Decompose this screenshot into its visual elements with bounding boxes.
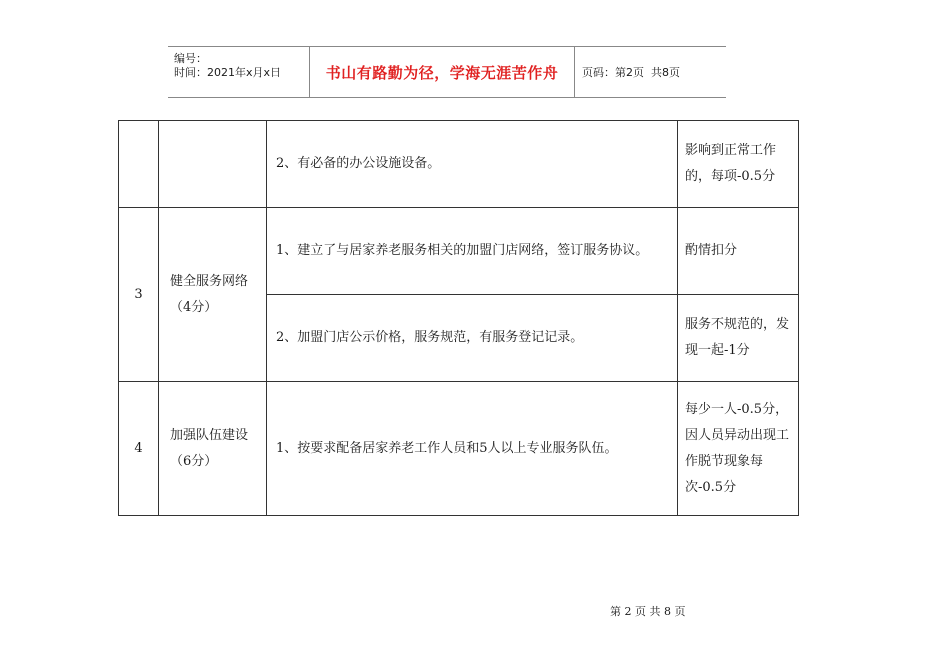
item-cell [159, 121, 267, 208]
header-meta [168, 47, 310, 97]
item-cell: 健全服务网络（4分） [159, 208, 267, 382]
row-number-cell: 3 [119, 208, 159, 382]
score-cell: 酌情扣分 [678, 208, 799, 295]
requirement-cell: 1、按要求配备居家养老工作人员和5人以上专业服务队伍。 [267, 382, 678, 516]
row-number-cell [119, 121, 159, 208]
row-number-cell: 4 [119, 382, 159, 516]
requirement-cell: 2、有必备的办公设施设备。 [267, 121, 678, 208]
assessment-table [118, 120, 799, 516]
table-row [119, 208, 799, 295]
header-page-info [575, 47, 726, 97]
header-motto: 书山有路勤为径，学海无涯苦作舟 [310, 47, 575, 97]
requirement-cell: 2、加盟门店公示价格，服务规范，有服务登记记录。 [267, 295, 678, 382]
serial-label: 编号： [174, 52, 207, 65]
score-cell: 服务不规范的，发现一起-1分 [678, 295, 799, 382]
table-row [119, 121, 799, 208]
table-row [119, 382, 799, 516]
score-cell: 影响到正常工作的，每项-0.5分 [678, 121, 799, 208]
requirement-cell: 1、建立了与居家养老服务相关的加盟门店网络，签订服务协议。 [267, 208, 678, 295]
page-header [168, 46, 726, 98]
page-footer: 第 2 页 共 8 页 [610, 605, 686, 618]
page-label: 页码：第2页 共8页 [582, 66, 680, 79]
item-cell: 加强队伍建设（6分） [159, 382, 267, 516]
score-cell: 每少一人-0.5分，因人员异动出现工作脱节现象每次-0.5分 [678, 382, 799, 516]
time-label: 时间：2021年x月x日 [174, 66, 282, 79]
